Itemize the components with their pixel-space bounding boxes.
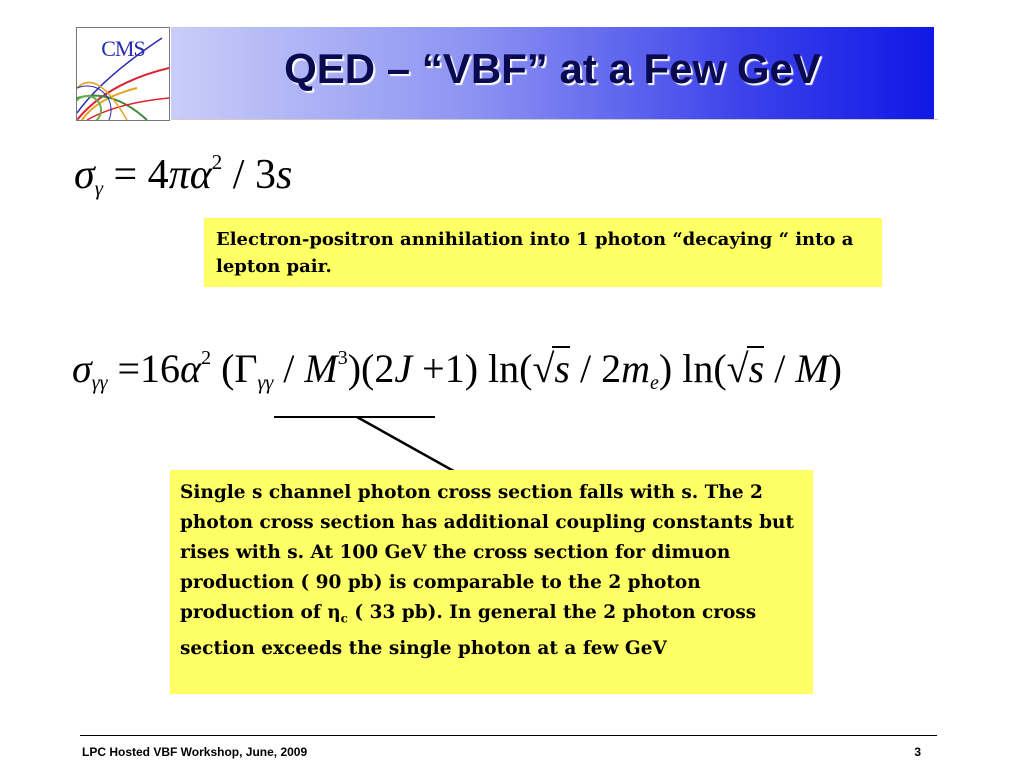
logo-text: CMS: [101, 36, 145, 61]
eq1-s: s: [275, 151, 293, 198]
eq2-e-sub: e: [650, 372, 659, 394]
page-number: 3: [914, 745, 921, 759]
eq2-s2: s: [748, 346, 765, 391]
eq2-plus: +1) ln(: [412, 346, 533, 391]
eq2-M2: M: [795, 346, 829, 391]
eq1-subscript: γ: [94, 176, 103, 201]
eq2-coef: =16: [117, 346, 181, 391]
eq2-subscript: γγ: [91, 372, 108, 394]
eq1-pi: π: [168, 151, 190, 198]
eq2-end: ): [828, 346, 842, 391]
eq1-alpha: α: [189, 151, 212, 198]
eq2-s1: s: [554, 346, 570, 391]
eq2-mid: )(2: [347, 346, 395, 391]
eq2-exponent: 2: [201, 347, 212, 369]
note-single-photon: Electron-positron annihilation into 1 photon “decaying “ into a lepton pair.: [204, 218, 882, 287]
eq2-J: J: [394, 346, 413, 391]
eq2-open: (Γ: [211, 346, 258, 391]
eq2-close: ) ln(: [658, 346, 727, 391]
eq2-M: M: [304, 346, 338, 391]
eq2-div: /: [273, 346, 305, 391]
note2-eta: η: [327, 602, 341, 623]
footer-divider: [80, 735, 937, 736]
eq2-exponent3: 3: [337, 347, 348, 369]
eq1-rhs-a: = 4: [113, 151, 169, 198]
eq2-sigma: σ: [72, 346, 92, 391]
eq2-sqrt2-sign: √: [726, 346, 749, 391]
eq2-m: m: [621, 346, 650, 391]
eq1-sigma: σ: [74, 151, 95, 198]
note2-text-after: ( 33 pb). In general the 2 photon cross section exceeds the single photon at a few GeV: [180, 602, 757, 659]
eq2-div3: /: [764, 346, 796, 391]
note2-text-before: Single s channel photon cross section falls with s. The 2 photon cross section has additional coupling constants but rises with s. At 100 GeV the cross section for dimuon production ( 90 pb) is comparable to the 2 photon production of: [180, 482, 795, 623]
eq1-exponent: 2: [211, 150, 223, 174]
eq2-gamma-sub: γγ: [257, 372, 274, 394]
note2-eta-sub: c: [340, 611, 348, 626]
slide-title: QED – “VBF” at a Few GeV: [284, 45, 821, 92]
eq2-alpha: α: [180, 346, 202, 391]
eq1-rhs-b: / 3: [222, 151, 276, 198]
footer-workshop: LPC Hosted VBF Workshop, June, 2009: [82, 745, 308, 759]
eq2-sqrt1-sign: √: [532, 346, 555, 391]
note-two-photon: [170, 470, 813, 694]
eq2-div2: / 2: [569, 346, 622, 391]
